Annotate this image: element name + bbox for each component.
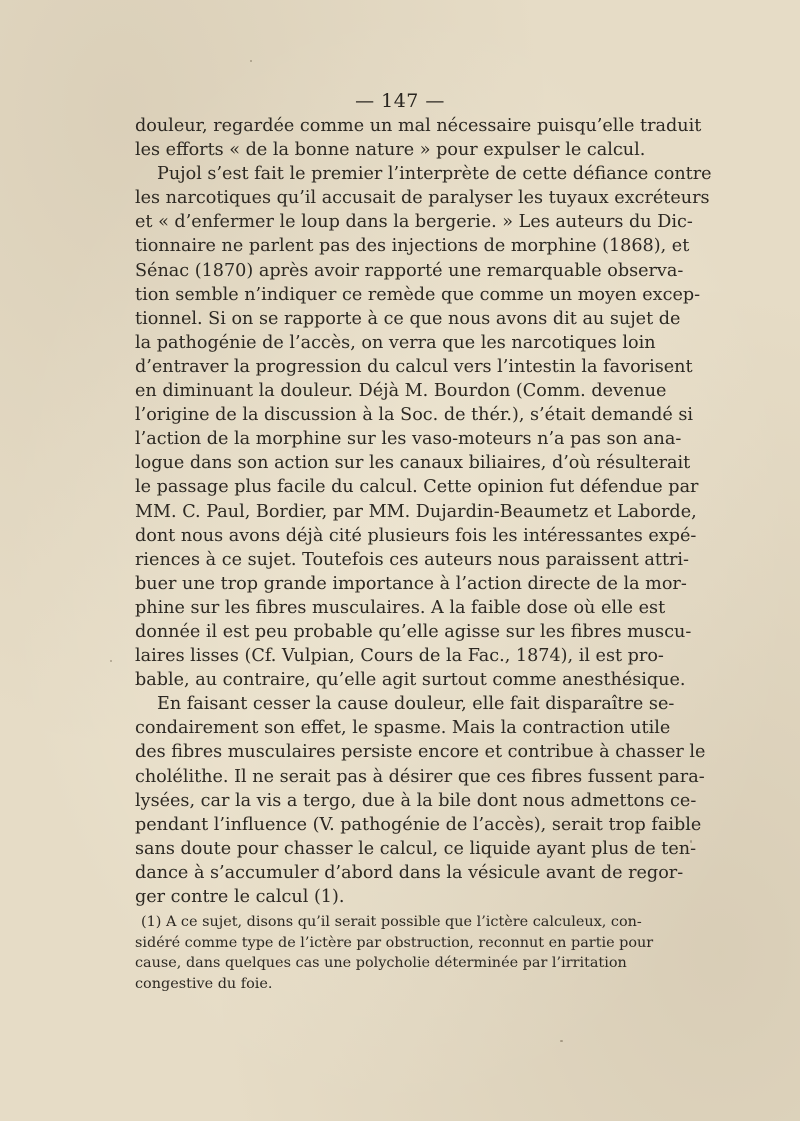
text-line: condairement son effet, le spasme. Mais la contraction utile (135, 718, 671, 739)
text-line: ger contre le calcul (1). (135, 887, 345, 907)
text-line: cholélithe. Il ne serait pas à désirer que ces fibres fussent para- (135, 766, 705, 787)
text-line: sans doute pour chasser le calcul, ce liquide ayant plus de ten- (135, 838, 697, 859)
text-line: phine sur les fibres musculaires. A la faible dose où elle est (135, 597, 666, 618)
text-line: En faisant cesser la cause douleur, elle fait disparaître se- (157, 694, 675, 715)
text-line: bable, au contraire, qu’elle agit surtout comme anesthésique. (135, 670, 686, 691)
text-line: Pujol s’est fait le premier l’interprète de cette défiance contre (157, 164, 712, 185)
page-number: — 147 — (355, 90, 445, 112)
text-line: l’action de la morphine sur les vaso-moteurs n’a pas son ana- (135, 429, 682, 450)
text-line: donnée il est peu probable qu’elle agisse sur les fibres muscu- (135, 621, 692, 642)
footnote-line: (1) A ce sujet, disons qu’il serait possible que l’ictère calculeux, con- (141, 914, 642, 930)
text-line: la pathogénie de l’accès, on verra que les narcotiques loin (135, 332, 656, 353)
text-line: lysées, car la vis a tergo, due à la bile dont nous admettons ce- (135, 790, 697, 811)
text-line: logue dans son action sur les canaux biliaires, d’où résulterait (135, 453, 691, 474)
text-line: pendant l’influence (V. pathogénie de l’accès), serait trop faible (135, 814, 702, 835)
text-line: buer une trop grande importance à l’action directe de la mor- (135, 573, 687, 594)
footnote-line: cause, dans quelques cas une polycholie déterminée par l’irritation (135, 955, 627, 971)
text-line: dont nous avons déjà cité plusieurs fois les intéressantes expé- (135, 525, 697, 546)
text-line: tionnel. Si on se rapporte à ce que nous avons dit au sujet de (135, 308, 681, 329)
text-line: laires lisses (Cf. Vulpian, Cours de la Fac., 1874), il est pro- (135, 646, 664, 667)
text-line: tion semble n’indiquer ce remède que comme un moyen excep- (135, 284, 701, 305)
text-line: douleur, regardée comme un mal nécessaire puisqu’elle traduit (135, 116, 702, 136)
text-line: des fibres musculaires persiste encore et contribue à chasser le (135, 742, 706, 763)
footnote-line: sidéré comme type de l’ictère par obstruction, reconnut en partie pour (135, 934, 654, 951)
text-line: MM. C. Paul, Bordier, par MM. Dujardin-Beaumetz et Laborde, (135, 501, 697, 522)
text-line: l’origine de la discussion à la Soc. de thér.), s’était demandé si (135, 405, 694, 426)
paper-speck (560, 1040, 563, 1042)
text-line: dance à s’accumuler d’abord dans la vésicule avant de regor- (135, 862, 684, 883)
text-line: en diminuant la douleur. Déjà M. Bourdon (Comm. devenue (135, 381, 667, 402)
text-line: les efforts « de la bonne nature » pour expulser le calcul. (135, 140, 646, 161)
text-line: Sénac (1870) après avoir rapporté une remarquable observa- (135, 260, 684, 281)
text-line: riences à ce sujet. Toutefois ces auteurs nous paraissent attri- (135, 549, 689, 570)
footnote-line: congestive du foie. (135, 975, 273, 992)
body-text (135, 114, 712, 909)
footnote (135, 912, 654, 994)
text-line: les narcotiques qu’il accusait de paralyser les tuyaux excréteurs (135, 188, 710, 209)
text-line: et « d’enfermer le loup dans la bergerie. » Les auteurs du Dic- (135, 212, 693, 233)
paper-speck (110, 660, 112, 662)
text-line: d’entraver la progression du calcul vers l’intestin la favorisent (135, 356, 693, 377)
paper-speck (250, 60, 252, 62)
text-line: le passage plus facile du calcul. Cette opinion fut défendue par (135, 477, 699, 498)
text-line: tionnaire ne parlent pas des injections de morphine (1868), et (135, 236, 690, 257)
